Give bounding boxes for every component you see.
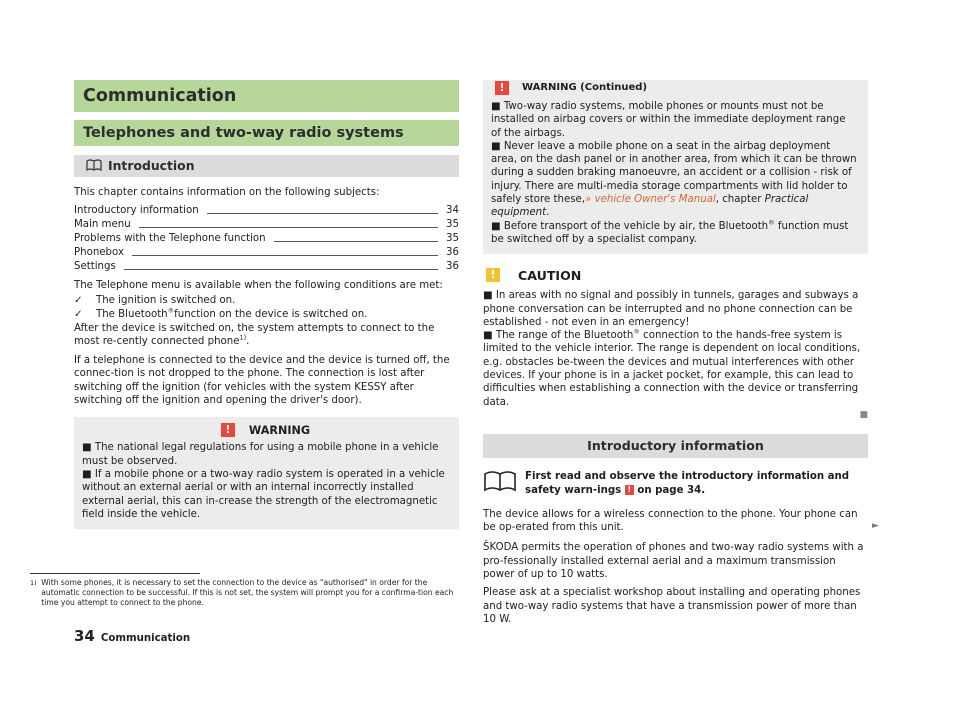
footnote <box>30 578 460 608</box>
read-first-note: First read and observe the introductory information and safety warn-ings ! on page 34. <box>483 470 868 497</box>
caution-item: ■ The range of the Bluetooth® connection to the hands-free system is limited to the vehicle interior. The range is dependent on local conditions, e.g. obstacles be-tween the devices and mutual interferences with other devices. If your phone is in a jacket pocket, for example, this can lead to difficulties when establishing a connection with the device or transferring data. <box>483 327 861 408</box>
warning-item: ■ If a mobile phone or a two-way radio system is operated in a vehicle without an external aerial or with an internal incorrectly installed external aerial, this can in-crease the strength of the electromagnetic field inside the vehicle. <box>82 468 445 520</box>
warning-continued-header <box>483 80 868 96</box>
footnote-text: With some phones, it is necessary to set the connection to the device as "authorised" in order for the automatic connection to be successful. If this is not set, the system will prompt you for a confirma-tion each time you attempt to connect to the phone. <box>41 578 454 607</box>
book-icon <box>483 470 517 497</box>
warning-icon: ! <box>495 81 509 95</box>
chapter-title: Communication <box>74 80 459 112</box>
check-icon: ✓ <box>74 294 83 306</box>
warning-item: ■ Never leave a mobile phone on a seat in the airbag deployment area, on the dash panel or in another area, from which it can be thrown during a sudden braking manoeuvre, an accident or a collision - risk of injury. There are multi-media storage compartments with lid holder to safely store these,» vehicle Owner's Manual, chapter Practical equipment. <box>491 140 857 219</box>
left-column <box>74 80 459 529</box>
table-of-contents <box>74 203 459 273</box>
para-after-switch-on: After the device is switched on, the system attempts to connect to the most re-cently connected phone$^{1)}$. <box>74 322 435 347</box>
warning-item: ■ The national legal regulations for using a mobile phone in a vehicle must be observed. <box>82 442 439 467</box>
conditions-intro: The Telephone menu is available when the following conditions are met: <box>74 280 443 292</box>
subchapter-title: Telephones and two-way radio systems <box>74 120 459 146</box>
right-column <box>483 80 868 626</box>
introduction-title: Introduction <box>108 158 195 173</box>
intro-text: This chapter contains information on the following subjects: <box>74 187 380 198</box>
continue-arrow-icon: ► <box>872 521 879 531</box>
end-mark: ■ <box>859 409 868 420</box>
toc-item[interactable]: Settings 36 <box>74 261 459 272</box>
owners-manual-link[interactable]: » vehicle Owner's Manual <box>585 194 716 206</box>
para-workshop: Please ask at a specialist workshop about installing and operating phones and two-way radio systems that have a transmission power of more than 10 W. <box>483 587 861 625</box>
warning-icon: ! <box>221 423 235 437</box>
caution-body <box>483 289 868 422</box>
introduction-heading <box>74 155 459 177</box>
warning-box <box>74 417 459 529</box>
footer-label: Communication <box>100 633 191 644</box>
toc-item[interactable]: Problems with the Telephone function 35 <box>74 233 459 244</box>
book-icon <box>86 156 102 178</box>
page-number: 34 <box>74 627 95 645</box>
warning-header <box>82 423 449 437</box>
page-footer <box>74 627 190 645</box>
warning-icon: ! <box>625 485 634 495</box>
para-wireless: The device allows for a wireless connection to the phone. Your phone can be op-erated from this unit. <box>483 508 858 534</box>
warning-title: WARNING <box>248 423 311 437</box>
condition-item: ✓ The Bluetooth®function on the device is switched on. <box>74 306 368 320</box>
warning-continued-title: WARNING (Continued) <box>522 82 648 94</box>
condition-item: ✓ The ignition is switched on. <box>74 294 236 306</box>
caution-icon: ! <box>486 268 500 282</box>
caution-header <box>483 265 868 285</box>
caution-item: ■ In areas with no signal and possibly in tunnels, garages and subways a phone conversation can be interrupted and no phone connection can be established - not even in an emergency! <box>483 290 859 328</box>
check-icon: ✓ <box>74 308 83 320</box>
toc-item[interactable]: Main menu 35 <box>74 219 459 230</box>
conditions-list <box>74 294 459 322</box>
toc-item[interactable]: Phonebox 36 <box>74 247 459 258</box>
para-connected: If a telephone is connected to the device and the device is turned off, the connec-tion is not dropped to the phone. The connection is lost after switching off the ignition (for vehicles with the system KESSY after switching off the ignition and opening the driver's door). <box>74 355 450 407</box>
footnote-ref: 1) <box>239 333 247 342</box>
toc-item[interactable]: Introductory information 34 <box>74 205 459 216</box>
footnote-divider <box>30 573 200 574</box>
warning-item: ■ Two-way radio systems, mobile phones or mounts must not be installed on airbag covers or within the immediate deployment range of the airbags. <box>491 101 846 139</box>
warning-continued-box <box>483 80 868 254</box>
footnote-number: 1) <box>30 579 37 587</box>
introductory-information-heading: Introductory information <box>483 434 868 458</box>
caution-title: CAUTION <box>518 267 582 283</box>
warning-item: ■ Before transport of the vehicle by air, the Bluetooth® function must be switched off by a specialist company. <box>491 218 849 245</box>
para-skoda: ŠKODA permits the operation of phones and two-way radio systems with a pro-fessionally installed external aerial and a maximum transmission power of up to 10 watts. <box>483 542 864 581</box>
